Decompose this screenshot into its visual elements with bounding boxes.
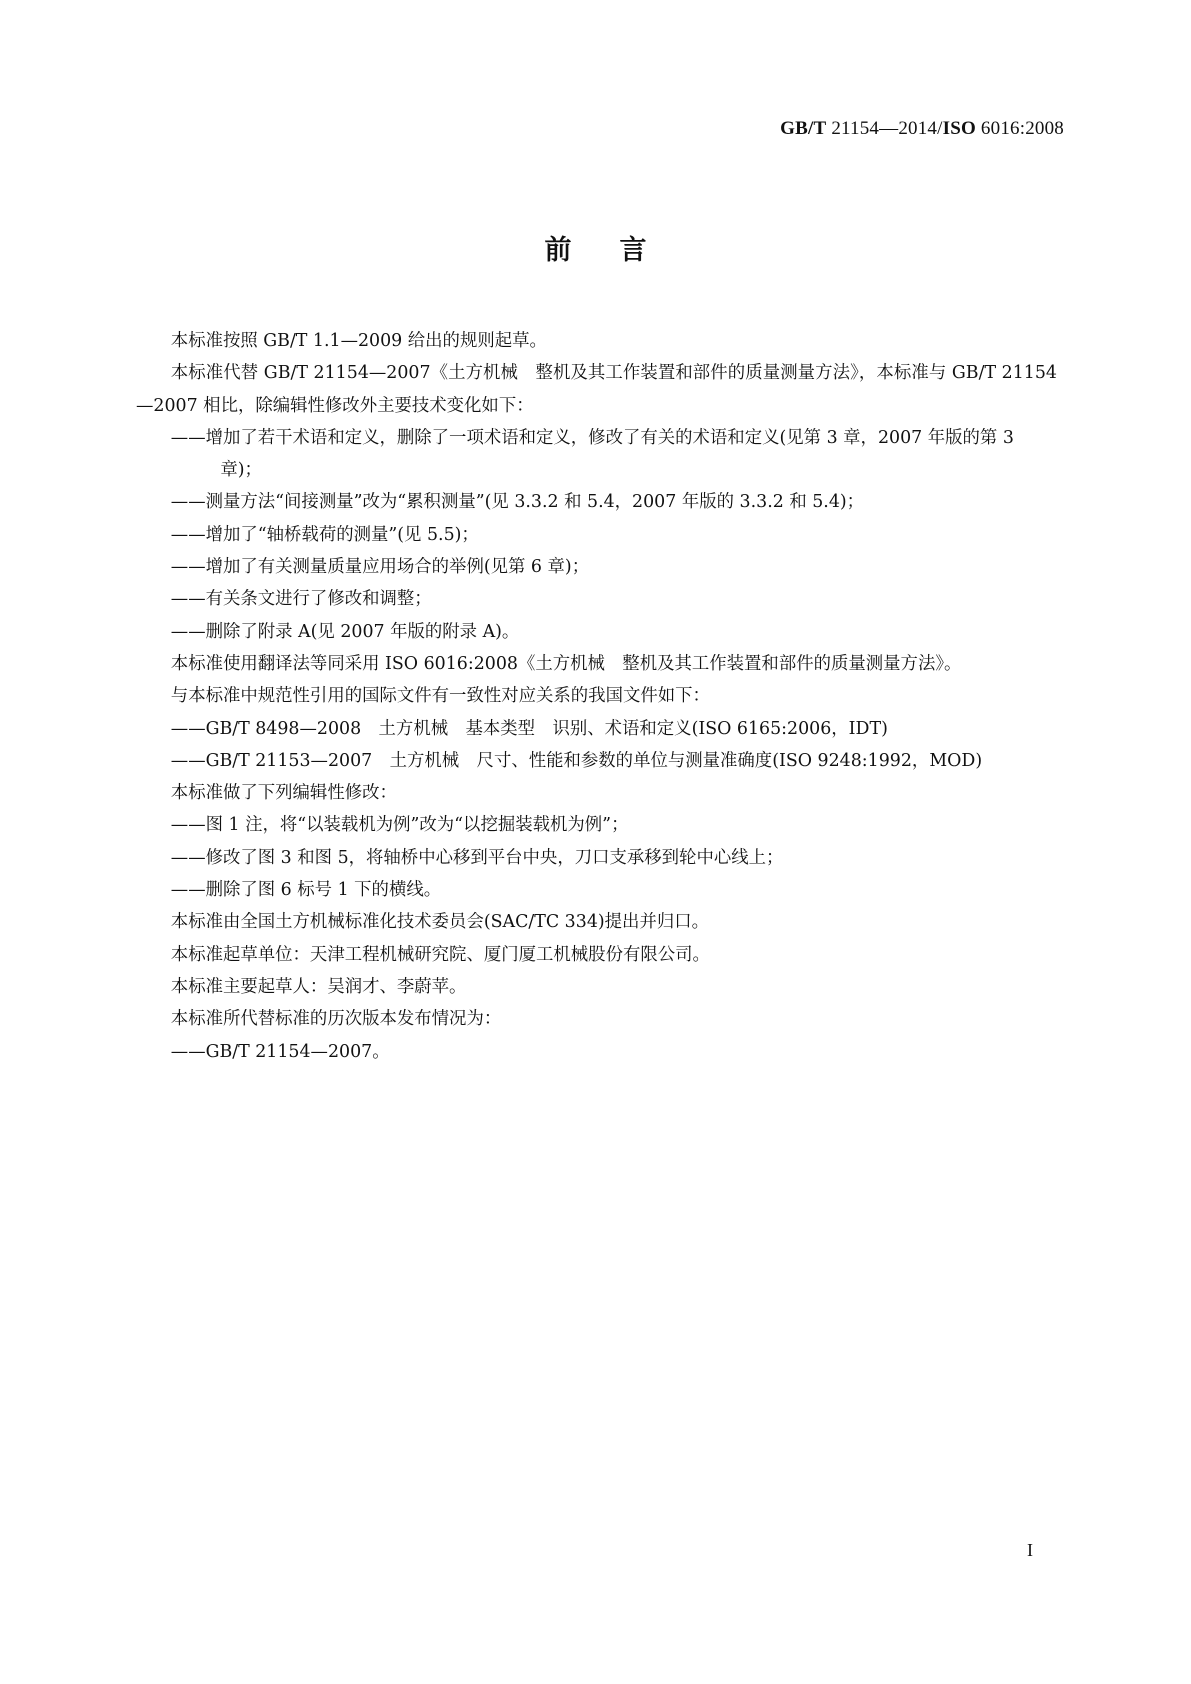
header-iso-number: 6016:2008 xyxy=(975,118,1064,139)
list-item: ——GB/T 21154—2007。 xyxy=(170,1041,390,1062)
header-iso-code: ISO xyxy=(942,118,976,139)
list-item: ——GB/T 8498—2008 土方机械 基本类型 识别、术语和定义(ISO 6165:2006，IDT) xyxy=(170,718,888,739)
paragraph: 本标准起草单位：天津工程机械研究院、厦门厦工机械股份有限公司。 xyxy=(170,944,710,965)
list-item: ——增加了有关测量质量应用场合的举例(见第 6 章)； xyxy=(170,557,590,578)
list-item: ——删除了附录 A(见 2007 年版的附录 A)。 xyxy=(170,621,520,642)
document-body xyxy=(136,325,1057,1068)
list-item: ——图 1 注，将“以装载机为例”改为“以挖掘装载机为例”； xyxy=(170,815,629,836)
page-title: 前言 xyxy=(544,235,695,266)
list-item: ——增加了“轴桥载荷的测量”(见 5.5)； xyxy=(170,524,479,545)
list-item: ——GB/T 21153—2007 土方机械 尺寸、性能和参数的单位与测量准确度(ISO 9248:1992，MOD) xyxy=(170,750,983,771)
paragraph: 与本标准中规范性引用的国际文件有一致性对应关系的我国文件如下： xyxy=(170,686,710,707)
list-item: ——测量方法“间接测量”改为“累积测量”(见 3.3.2 和 5.4，2007 年版的 3.3.2 和 5.4)； xyxy=(170,492,865,513)
list-item: ——增加了若干术语和定义，删除了一项术语和定义，修改了有关的术语和定义(见第 3 章，2007 年版的第 3 章)； xyxy=(170,427,1014,481)
header-standard-code: GB/T xyxy=(780,118,827,139)
paragraph: 本标准所代替标准的历次版本发布情况为： xyxy=(170,1009,502,1030)
page-number: I xyxy=(1027,1540,1033,1560)
header-standard-number: 21154—2014/ xyxy=(826,118,943,139)
list-item: ——修改了图 3 和图 5，将轴桥中心移到平台中央，刀口支承移到轮中心线上； xyxy=(170,847,784,868)
paragraph: 本标准主要起草人：吴润才、李蔚苹。 xyxy=(170,976,467,997)
paragraph: 本标准做了下列编辑性修改： xyxy=(170,783,397,804)
paragraph: 本标准按照 GB/T 1.1—2009 给出的规则起草。 xyxy=(170,331,547,351)
page-header xyxy=(780,118,1064,140)
paragraph: 本标准代替 GB/T 21154—2007《土方机械 整机及其工作装置和部件的质量测量方法》，本标准与 GB/T 21154—2007 相比，除编辑性修改外主要技术变化如下： xyxy=(136,363,1057,416)
paragraph: 本标准由全国土方机械标准化技术委员会(SAC/TC 334)提出并归口。 xyxy=(170,912,710,933)
paragraph: 本标准使用翻译法等同采用 ISO 6016:2008《土方机械 整机及其工作装置和部件的质量测量方法》。 xyxy=(170,653,962,674)
list-item: ——删除了图 6 标号 1 下的横线。 xyxy=(170,880,442,901)
list-item: ——有关条文进行了修改和调整； xyxy=(170,589,432,610)
